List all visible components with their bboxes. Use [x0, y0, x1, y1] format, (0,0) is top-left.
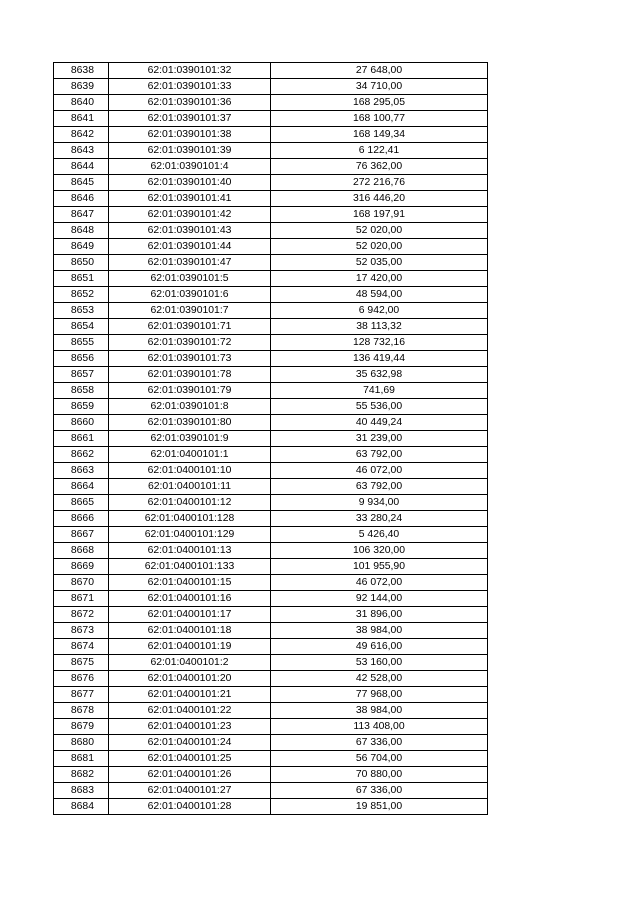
table-row	[54, 239, 488, 255]
cadastral-number-cell: 62:01:0390101:36	[109, 95, 271, 111]
row-number-cell: 8645	[54, 175, 109, 191]
cadastral-value-cell: 53 160,00	[271, 655, 488, 671]
cadastral-number-cell: 62:01:0390101:79	[109, 383, 271, 399]
cadastral-value-cell: 92 144,00	[271, 591, 488, 607]
cadastral-number-cell: 62:01:0400101:15	[109, 575, 271, 591]
row-number-cell: 8657	[54, 367, 109, 383]
cadastral-value-cell: 272 216,76	[271, 175, 488, 191]
row-number-cell: 8655	[54, 335, 109, 351]
row-number-cell: 8680	[54, 735, 109, 751]
cadastral-value-cell: 5 426,40	[271, 527, 488, 543]
cadastral-value-cell: 46 072,00	[271, 575, 488, 591]
cadastral-number-cell: 62:01:0390101:40	[109, 175, 271, 191]
table-row	[54, 367, 488, 383]
row-number-cell: 8650	[54, 255, 109, 271]
cadastral-value-cell: 106 320,00	[271, 543, 488, 559]
cadastral-number-cell: 62:01:0400101:25	[109, 751, 271, 767]
cadastral-number-cell: 62:01:0400101:21	[109, 687, 271, 703]
cadastral-number-cell: 62:01:0400101:20	[109, 671, 271, 687]
cadastral-number-cell: 62:01:0390101:38	[109, 127, 271, 143]
cadastral-number-cell: 62:01:0400101:11	[109, 479, 271, 495]
table-row	[54, 799, 488, 815]
cadastral-value-cell: 67 336,00	[271, 783, 488, 799]
cadastral-number-cell: 62:01:0400101:13	[109, 543, 271, 559]
table-row	[54, 687, 488, 703]
cadastral-number-cell: 62:01:0390101:42	[109, 207, 271, 223]
row-number-cell: 8641	[54, 111, 109, 127]
cadastral-number-cell: 62:01:0390101:73	[109, 351, 271, 367]
table-row	[54, 207, 488, 223]
cadastral-value-cell: 113 408,00	[271, 719, 488, 735]
table-row	[54, 159, 488, 175]
row-number-cell: 8653	[54, 303, 109, 319]
row-number-cell: 8643	[54, 143, 109, 159]
cadastral-value-cell: 316 446,20	[271, 191, 488, 207]
row-number-cell: 8660	[54, 415, 109, 431]
row-number-cell: 8668	[54, 543, 109, 559]
table-row	[54, 175, 488, 191]
table-row	[54, 335, 488, 351]
cadastral-value-cell: 128 732,16	[271, 335, 488, 351]
cadastral-number-cell: 62:01:0400101:133	[109, 559, 271, 575]
row-number-cell: 8639	[54, 79, 109, 95]
table-row	[54, 255, 488, 271]
row-number-cell: 8652	[54, 287, 109, 303]
table-row	[54, 655, 488, 671]
table-row	[54, 735, 488, 751]
row-number-cell: 8648	[54, 223, 109, 239]
cadastral-value-cell: 76 362,00	[271, 159, 488, 175]
document-sheet	[53, 62, 488, 815]
table-row	[54, 319, 488, 335]
row-number-cell: 8644	[54, 159, 109, 175]
table-row	[54, 511, 488, 527]
cadastral-value-cell: 70 880,00	[271, 767, 488, 783]
cadastral-value-cell: 168 197,91	[271, 207, 488, 223]
row-number-cell: 8663	[54, 463, 109, 479]
row-number-cell: 8649	[54, 239, 109, 255]
cadastral-number-cell: 62:01:0390101:6	[109, 287, 271, 303]
cadastral-value-cell: 48 594,00	[271, 287, 488, 303]
cadastral-value-cell: 38 113,32	[271, 319, 488, 335]
table-row	[54, 527, 488, 543]
table-row	[54, 591, 488, 607]
cadastral-value-cell: 6 122,41	[271, 143, 488, 159]
cadastral-value-cell: 101 955,90	[271, 559, 488, 575]
cadastral-number-cell: 62:01:0390101:8	[109, 399, 271, 415]
cadastral-value-table	[53, 62, 488, 815]
row-number-cell: 8674	[54, 639, 109, 655]
row-number-cell: 8640	[54, 95, 109, 111]
cadastral-value-cell: 63 792,00	[271, 479, 488, 495]
table-row	[54, 719, 488, 735]
cadastral-value-cell: 34 710,00	[271, 79, 488, 95]
cadastral-value-cell: 168 295,05	[271, 95, 488, 111]
cadastral-number-cell: 62:01:0400101:26	[109, 767, 271, 783]
cadastral-value-cell: 6 942,00	[271, 303, 488, 319]
table-row	[54, 463, 488, 479]
cadastral-number-cell: 62:01:0390101:32	[109, 63, 271, 79]
row-number-cell: 8673	[54, 623, 109, 639]
table-row	[54, 623, 488, 639]
cadastral-value-cell: 741,69	[271, 383, 488, 399]
cadastral-value-cell: 67 336,00	[271, 735, 488, 751]
cadastral-number-cell: 62:01:0390101:78	[109, 367, 271, 383]
cadastral-number-cell: 62:01:0390101:72	[109, 335, 271, 351]
cadastral-number-cell: 62:01:0400101:128	[109, 511, 271, 527]
cadastral-number-cell: 62:01:0390101:41	[109, 191, 271, 207]
table-row	[54, 559, 488, 575]
row-number-cell: 8651	[54, 271, 109, 287]
row-number-cell: 8672	[54, 607, 109, 623]
cadastral-number-cell: 62:01:0400101:17	[109, 607, 271, 623]
table-row	[54, 447, 488, 463]
row-number-cell: 8661	[54, 431, 109, 447]
cadastral-value-cell: 38 984,00	[271, 703, 488, 719]
cadastral-value-cell: 77 968,00	[271, 687, 488, 703]
row-number-cell: 8646	[54, 191, 109, 207]
cadastral-value-cell: 49 616,00	[271, 639, 488, 655]
cadastral-number-cell: 62:01:0390101:7	[109, 303, 271, 319]
table-row	[54, 607, 488, 623]
row-number-cell: 8678	[54, 703, 109, 719]
table-row	[54, 495, 488, 511]
row-number-cell: 8656	[54, 351, 109, 367]
table-row	[54, 127, 488, 143]
cadastral-value-cell: 168 149,34	[271, 127, 488, 143]
table-row	[54, 271, 488, 287]
cadastral-number-cell: 62:01:0390101:33	[109, 79, 271, 95]
cadastral-value-cell: 9 934,00	[271, 495, 488, 511]
row-number-cell: 8638	[54, 63, 109, 79]
cadastral-value-cell: 55 536,00	[271, 399, 488, 415]
table-row	[54, 415, 488, 431]
cadastral-number-cell: 62:01:0390101:43	[109, 223, 271, 239]
row-number-cell: 8675	[54, 655, 109, 671]
cadastral-number-cell: 62:01:0390101:47	[109, 255, 271, 271]
cadastral-value-cell: 56 704,00	[271, 751, 488, 767]
cadastral-value-cell: 42 528,00	[271, 671, 488, 687]
table-body	[54, 63, 488, 815]
table-row	[54, 383, 488, 399]
cadastral-value-cell: 38 984,00	[271, 623, 488, 639]
cadastral-number-cell: 62:01:0400101:19	[109, 639, 271, 655]
row-number-cell: 8665	[54, 495, 109, 511]
row-number-cell: 8684	[54, 799, 109, 815]
cadastral-number-cell: 62:01:0400101:27	[109, 783, 271, 799]
cadastral-value-cell: 31 896,00	[271, 607, 488, 623]
table-row	[54, 703, 488, 719]
cadastral-value-cell: 52 020,00	[271, 239, 488, 255]
cadastral-value-cell: 52 035,00	[271, 255, 488, 271]
row-number-cell: 8669	[54, 559, 109, 575]
cadastral-number-cell: 62:01:0400101:1	[109, 447, 271, 463]
table-row	[54, 191, 488, 207]
cadastral-number-cell: 62:01:0400101:24	[109, 735, 271, 751]
row-number-cell: 8667	[54, 527, 109, 543]
table-row	[54, 143, 488, 159]
cadastral-number-cell: 62:01:0390101:44	[109, 239, 271, 255]
cadastral-number-cell: 62:01:0400101:129	[109, 527, 271, 543]
table-row	[54, 79, 488, 95]
cadastral-value-cell: 35 632,98	[271, 367, 488, 383]
table-row	[54, 751, 488, 767]
table-row	[54, 479, 488, 495]
table-row	[54, 575, 488, 591]
table-row	[54, 431, 488, 447]
table-row	[54, 767, 488, 783]
row-number-cell: 8671	[54, 591, 109, 607]
cadastral-number-cell: 62:01:0390101:37	[109, 111, 271, 127]
cadastral-number-cell: 62:01:0400101:2	[109, 655, 271, 671]
cadastral-value-cell: 31 239,00	[271, 431, 488, 447]
cadastral-number-cell: 62:01:0400101:22	[109, 703, 271, 719]
cadastral-value-cell: 27 648,00	[271, 63, 488, 79]
row-number-cell: 8676	[54, 671, 109, 687]
table-row	[54, 783, 488, 799]
table-row	[54, 223, 488, 239]
row-number-cell: 8682	[54, 767, 109, 783]
cadastral-value-cell: 33 280,24	[271, 511, 488, 527]
row-number-cell: 8681	[54, 751, 109, 767]
cadastral-number-cell: 62:01:0390101:5	[109, 271, 271, 287]
row-number-cell: 8647	[54, 207, 109, 223]
row-number-cell: 8664	[54, 479, 109, 495]
table-row	[54, 351, 488, 367]
row-number-cell: 8658	[54, 383, 109, 399]
row-number-cell: 8654	[54, 319, 109, 335]
row-number-cell: 8670	[54, 575, 109, 591]
table-row	[54, 95, 488, 111]
cadastral-value-cell: 46 072,00	[271, 463, 488, 479]
table-row	[54, 111, 488, 127]
cadastral-number-cell: 62:01:0390101:39	[109, 143, 271, 159]
cadastral-value-cell: 17 420,00	[271, 271, 488, 287]
table-row	[54, 671, 488, 687]
table-row	[54, 287, 488, 303]
cadastral-number-cell: 62:01:0400101:10	[109, 463, 271, 479]
cadastral-number-cell: 62:01:0390101:9	[109, 431, 271, 447]
table-row	[54, 543, 488, 559]
table-row	[54, 63, 488, 79]
cadastral-value-cell: 19 851,00	[271, 799, 488, 815]
cadastral-number-cell: 62:01:0400101:28	[109, 799, 271, 815]
row-number-cell: 8677	[54, 687, 109, 703]
cadastral-number-cell: 62:01:0400101:16	[109, 591, 271, 607]
row-number-cell: 8666	[54, 511, 109, 527]
cadastral-value-cell: 40 449,24	[271, 415, 488, 431]
row-number-cell: 8683	[54, 783, 109, 799]
cadastral-value-cell: 168 100,77	[271, 111, 488, 127]
cadastral-value-cell: 136 419,44	[271, 351, 488, 367]
cadastral-number-cell: 62:01:0390101:4	[109, 159, 271, 175]
row-number-cell: 8642	[54, 127, 109, 143]
cadastral-number-cell: 62:01:0390101:71	[109, 319, 271, 335]
row-number-cell: 8679	[54, 719, 109, 735]
cadastral-number-cell: 62:01:0390101:80	[109, 415, 271, 431]
table-row	[54, 639, 488, 655]
table-row	[54, 303, 488, 319]
cadastral-number-cell: 62:01:0400101:18	[109, 623, 271, 639]
cadastral-value-cell: 63 792,00	[271, 447, 488, 463]
row-number-cell: 8662	[54, 447, 109, 463]
row-number-cell: 8659	[54, 399, 109, 415]
cadastral-number-cell: 62:01:0400101:23	[109, 719, 271, 735]
cadastral-value-cell: 52 020,00	[271, 223, 488, 239]
table-row	[54, 399, 488, 415]
cadastral-number-cell: 62:01:0400101:12	[109, 495, 271, 511]
